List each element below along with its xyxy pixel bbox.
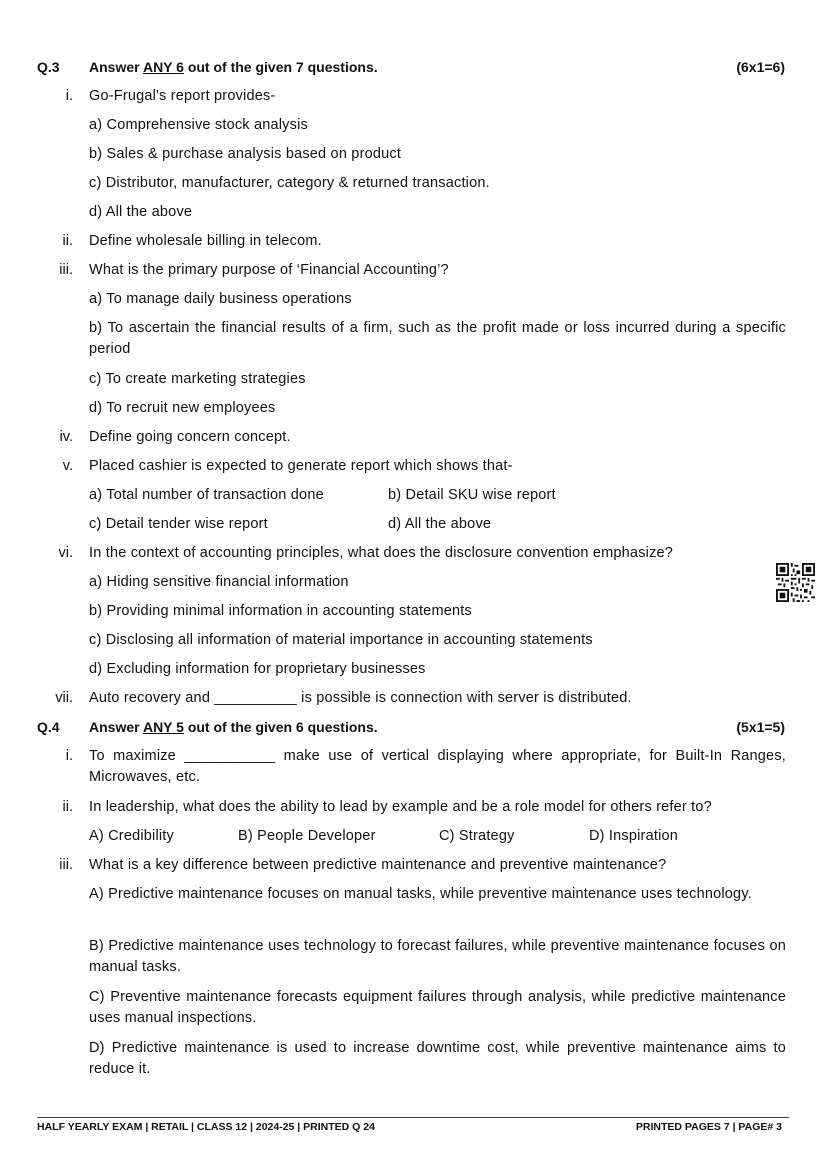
q3-i-option-a: a) Comprehensive stock analysis: [89, 117, 308, 133]
q4-ii-option-b: B) People Developer: [238, 828, 376, 844]
q4-ii-question: In leadership, what does the ability to lead by example and be a role model for others refer to?: [89, 799, 712, 815]
q3-heading-suffix: out of the given 7 questions.: [183, 59, 378, 75]
q4-marks: (5x1=5): [736, 719, 785, 735]
q3-v-question: Placed cashier is expected to generate report which shows that-: [89, 458, 513, 474]
q3-ii-number: ii.: [62, 233, 73, 249]
q3-i-option-c: c) Distributor, manufacturer, category & returned transaction.: [89, 175, 490, 191]
q4-heading-prefix: Answer: [89, 719, 143, 735]
q3-v-number: v.: [62, 458, 73, 474]
q3-vi-question: In the context of accounting principles, what does the disclosure convention emphasize?: [89, 545, 674, 561]
q4-iii-option-c: C) Preventive maintenance forecasts equipment failures through analysis, while predictive maintenance uses manual inspections.: [89, 989, 786, 1026]
q3-i-question: Go-Frugal's report provides-: [89, 88, 276, 104]
q3-heading: [89, 59, 378, 75]
q3-iii-number: iii.: [59, 262, 73, 278]
q4-ii-option-c: C) Strategy: [439, 828, 515, 844]
q3-number: Q.3: [37, 59, 60, 75]
q3-ii-question: Define wholesale billing in telecom.: [89, 233, 322, 249]
footer-left: HALF YEARLY EXAM | RETAIL | CLASS 12 | 2024-25 | PRINTED Q 24: [37, 1121, 375, 1133]
footer-divider: [37, 1117, 789, 1118]
q3-marks: (6x1=6): [736, 59, 785, 75]
q3-vi-option-d: d) Excluding information for proprietary businesses: [89, 661, 426, 677]
q3-iii-option-b: b) To ascertain the financial results of a firm, such as the profit made or loss incurred during a specific period: [89, 320, 786, 357]
q4-ii-option-a: A) Credibility: [89, 828, 174, 844]
q3-heading-prefix: Answer: [89, 59, 143, 75]
q3-v-option-a: a) Total number of transaction done: [89, 487, 324, 503]
q3-i-option-d: d) All the above: [89, 204, 193, 220]
q3-i-option-b: b) Sales & purchase analysis based on product: [89, 146, 402, 162]
q4-i-question: To maximize ___________ make use of vertical displaying where appropriate, for Built-In Ranges, Microwaves, etc.: [89, 748, 786, 785]
q3-vii-question: Auto recovery and __________ is possible is connection with server is distributed.: [89, 690, 632, 706]
q3-heading-underlined: ANY 6: [142, 59, 184, 75]
q4-heading: [89, 719, 378, 735]
q3-iii-question: What is the primary purpose of ‘Financial Accounting’?: [89, 262, 449, 278]
q4-heading-suffix: out of the given 6 questions.: [183, 719, 378, 735]
q4-heading-underlined: ANY 5: [142, 719, 184, 735]
q4-iii-option-b: B) Predictive maintenance uses technology to forecast failures, while preventive maintenance focuses on manual tasks.: [89, 938, 786, 975]
q3-iii-option-d: d) To recruit new employees: [89, 400, 276, 416]
q4-iii-number: iii.: [59, 857, 73, 873]
q3-iv-number: iv.: [59, 429, 73, 445]
footer-right: PRINTED PAGES 7 | PAGE# 3: [635, 1121, 782, 1133]
q4-ii-number: ii.: [62, 799, 73, 815]
qr-code-icon: [776, 563, 815, 602]
q4-iii-option-d: D) Predictive maintenance is used to increase downtime cost, while preventive maintenance aims to reduce it.: [89, 1040, 786, 1077]
q3-v-option-d: d) All the above: [388, 516, 492, 532]
q3-iv-question: Define going concern concept.: [89, 429, 291, 445]
q4-number: Q.4: [37, 719, 60, 735]
q3-vi-option-b: b) Providing minimal information in accounting statements: [89, 603, 472, 619]
q3-i-number: i.: [65, 88, 73, 104]
q4-ii-option-d: D) Inspiration: [589, 828, 679, 844]
q3-iii-option-a: a) To manage daily business operations: [89, 291, 352, 307]
q3-vi-option-a: a) Hiding sensitive financial information: [89, 574, 349, 590]
q4-iii-option-a: A) Predictive maintenance focuses on manual tasks, while preventive maintenance uses technology.: [89, 886, 752, 902]
q3-iii-option-c: c) To create marketing strategies: [89, 371, 306, 387]
q3-vi-option-c: c) Disclosing all information of material importance in accounting statements: [89, 632, 593, 648]
q3-v-option-b: b) Detail SKU wise report: [388, 487, 556, 503]
q3-vi-number: vi.: [58, 545, 73, 561]
q4-iii-question: What is a key difference between predictive maintenance and preventive maintenance?: [89, 857, 667, 873]
q3-v-option-c: c) Detail tender wise report: [89, 516, 268, 532]
q4-i-number: i.: [65, 748, 73, 764]
q3-vii-number: vii.: [55, 690, 73, 706]
